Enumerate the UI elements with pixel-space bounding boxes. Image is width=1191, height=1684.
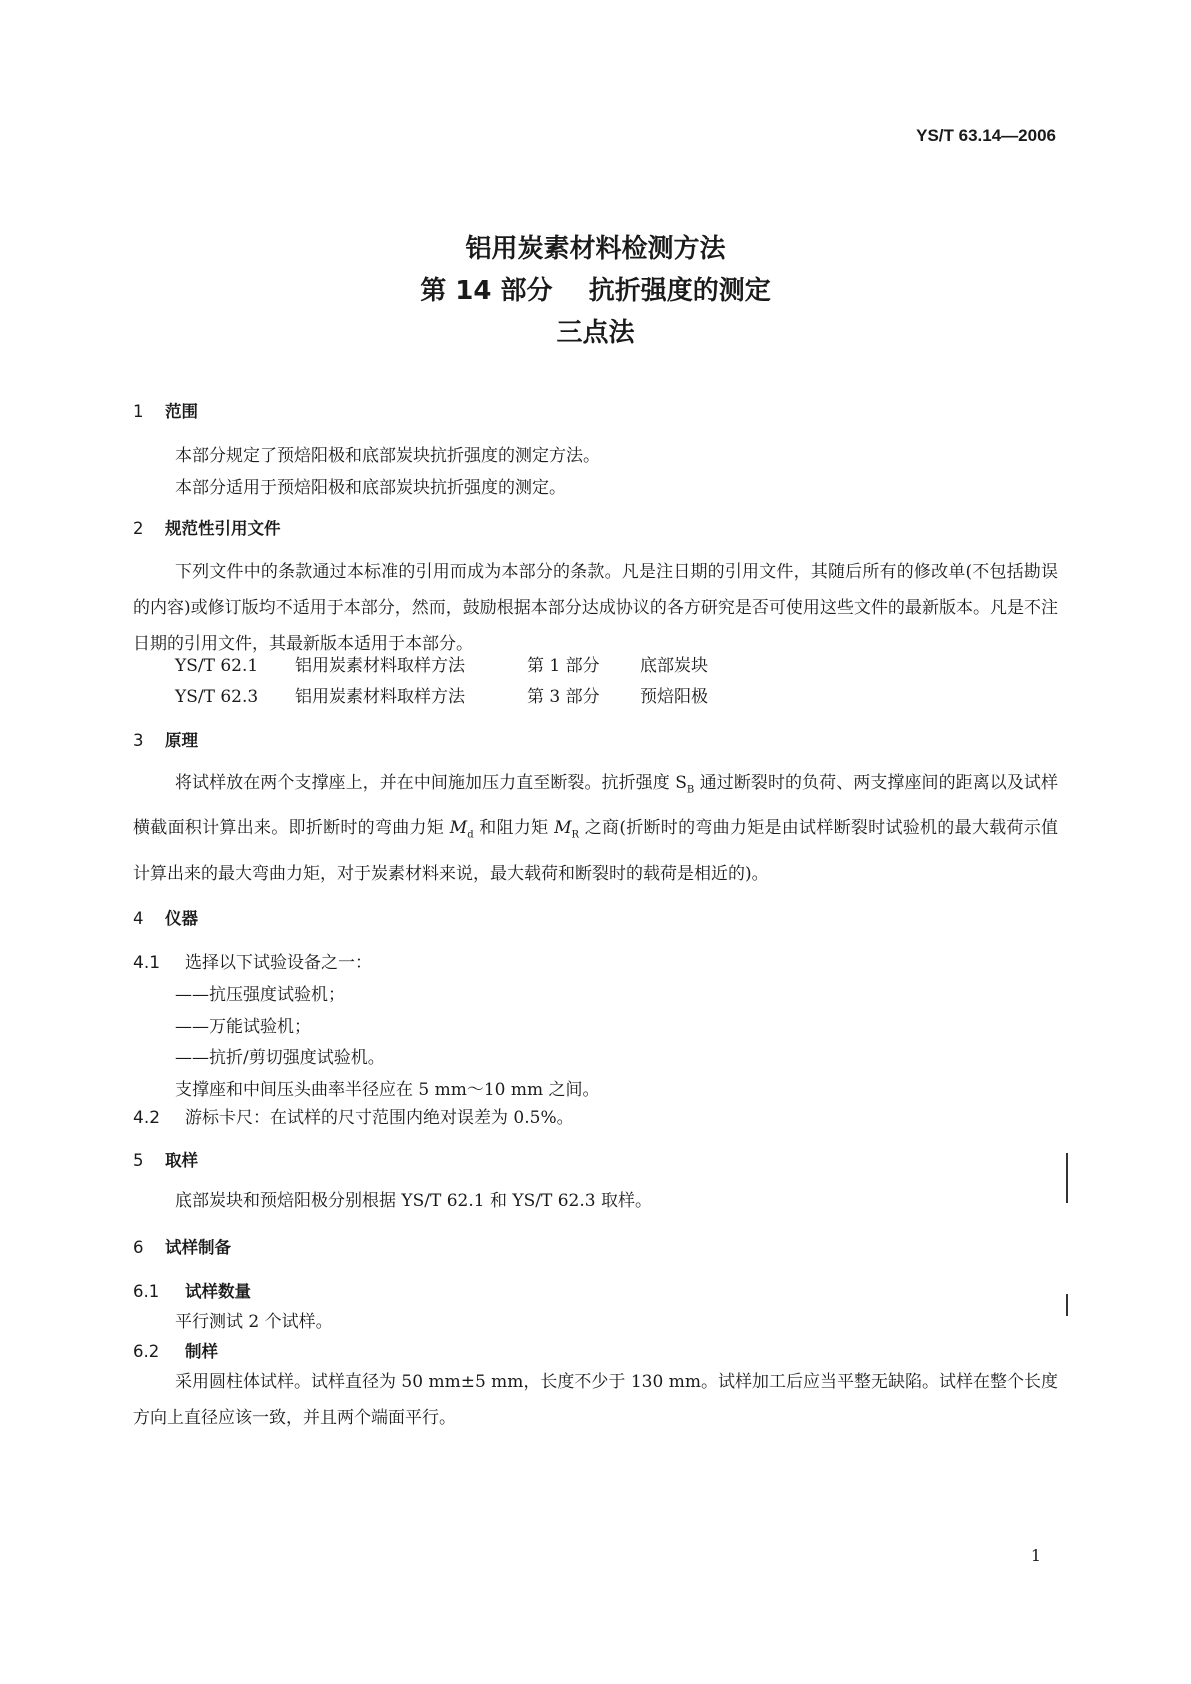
list-item: ——抗压强度试验机； — [175, 985, 345, 1005]
reference-part: 第 3 部分 — [527, 687, 600, 707]
section-title: 仪器 — [165, 909, 198, 928]
subsection-title: 试样数量 — [185, 1282, 251, 1301]
section-number: 5 — [133, 1151, 144, 1170]
subsection-number: 6.1 — [133, 1282, 160, 1301]
reference-title: 铝用炭素材料取样方法 — [295, 656, 465, 676]
page-number: 1 — [1030, 1546, 1041, 1565]
clause-number: 4.1 — [133, 953, 161, 973]
section-number: 2 — [133, 519, 144, 538]
section-title: 原理 — [165, 731, 198, 750]
section-3-heading — [133, 727, 198, 751]
standard-code: YS/T 63.14—2006 — [916, 126, 1056, 145]
section-5-heading — [133, 1147, 198, 1171]
section-4-heading — [133, 905, 198, 929]
section-title: 取样 — [165, 1151, 198, 1170]
subscript: B — [686, 784, 695, 796]
text-run: 将试样放在两个支撑座上，并在中间施加压力直至断裂。抗折强度 S — [175, 773, 687, 793]
subsection-6-1-heading — [133, 1278, 251, 1302]
reference-item — [175, 682, 708, 707]
section-number: 3 — [133, 731, 144, 750]
clause-4-1 — [133, 948, 372, 973]
text-run: 通过断裂时的负荷、两支撑座间的距离以及试样横截面积计算出来。即折断时的弯曲力矩 — [133, 773, 1058, 839]
title-line-1: 铝用炭素材料检测方法 — [465, 234, 726, 264]
subsection-6-2-heading — [133, 1338, 218, 1362]
paragraph: 本部分规定了预焙阳极和底部炭块抗折强度的测定方法。 — [175, 446, 600, 466]
subsection-number: 6.2 — [133, 1342, 160, 1361]
clause-text: 游标卡尺：在试样的尺寸范围内绝对误差为 0.5%。 — [185, 1108, 574, 1128]
text-run: 和阻力矩 — [473, 818, 555, 839]
text-run: 之商(折断时的弯曲力矩是由试样断裂时试验机的最大载荷示值计算出来的最大弯曲力矩，对于炭素材料来说，最大载荷和断裂时的载荷是相近的)。 — [133, 818, 1058, 884]
paragraph: 平行测试 2 个试样。 — [175, 1312, 333, 1332]
revision-bar — [1066, 1294, 1068, 1316]
paragraph-principle — [133, 764, 1058, 893]
section-1-heading — [133, 398, 198, 422]
list-item: ——抗折/剪切强度试验机。 — [175, 1048, 385, 1068]
section-6-heading — [133, 1234, 231, 1258]
section-2-heading — [133, 515, 281, 539]
reference-part: 第 1 部分 — [527, 656, 600, 676]
subscript: d — [467, 829, 474, 841]
section-title: 规范性引用文件 — [165, 519, 281, 538]
reference-title: 铝用炭素材料取样方法 — [295, 687, 465, 707]
section-number: 6 — [133, 1238, 144, 1257]
subsection-title: 制样 — [185, 1342, 218, 1361]
clause-number: 4.2 — [133, 1108, 161, 1128]
reference-item — [175, 651, 708, 676]
subscript: R — [571, 829, 580, 841]
paragraph: 底部炭块和预焙阳极分别根据 YS/T 62.1 和 YS/T 62.3 取样。 — [175, 1191, 652, 1211]
clause-text: 选择以下试验设备之一： — [185, 953, 372, 973]
reference-subject: 底部炭块 — [640, 656, 708, 676]
title-line-3: 三点法 — [556, 318, 635, 348]
paragraph: 采用圆柱体试样。试样直径为 50 mm±5 mm，长度不少于 130 mm。试样加工后应当平整无缺陷。试样在整个长度方向上直径应该一致，并且两个端面平行。 — [133, 1372, 1058, 1428]
list-item: ——万能试验机； — [175, 1017, 311, 1037]
reference-code: YS/T 62.1 — [175, 656, 259, 676]
paragraph: 下列文件中的条款通过本标准的引用而成为本部分的条款。凡是注日期的引用文件，其随后所有的修改单(不包括勘误的内容)或修订版均不适用于本部分，然而，鼓励根据本部分达成协议的各方研究是否可使用这些文件的最新版本。凡是不注日期的引用文件，其最新版本适用于本部分。 — [133, 562, 1058, 654]
section-number: 4 — [133, 909, 144, 928]
reference-subject: 预焙阳极 — [640, 687, 708, 707]
symbol-m: M — [449, 818, 468, 839]
revision-bar — [1066, 1153, 1068, 1203]
symbol-m: M — [554, 818, 572, 839]
reference-code: YS/T 62.3 — [175, 687, 259, 707]
section-title: 试样制备 — [165, 1238, 231, 1257]
paragraph: 支撑座和中间压头曲率半径应在 5 mm～10 mm 之间。 — [175, 1080, 600, 1100]
section-title: 范围 — [165, 402, 198, 421]
clause-4-2 — [133, 1103, 574, 1128]
paragraph: 本部分适用于预焙阳极和底部炭块抗折强度的测定。 — [175, 478, 566, 498]
title-line-2: 第 14 部分 抗折强度的测定 — [420, 276, 771, 306]
section-number: 1 — [133, 402, 144, 421]
